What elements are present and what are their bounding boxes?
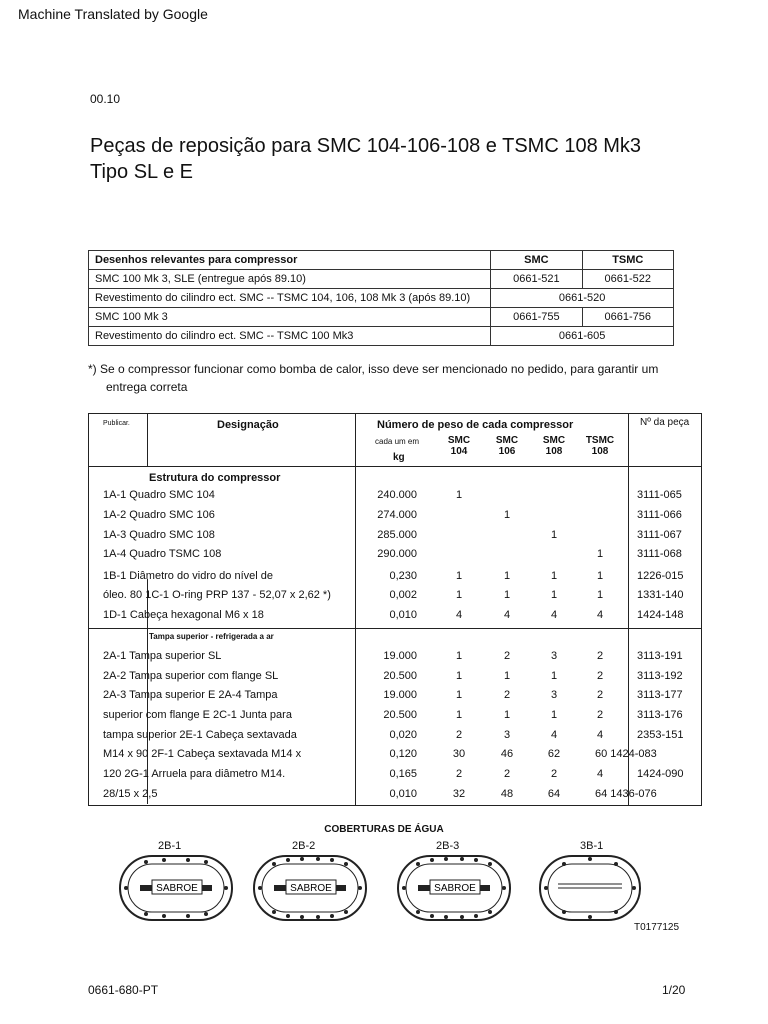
table-row: [89, 327, 674, 346]
col-smc108-header: SMC 108: [542, 435, 566, 457]
qty-tsmc108: 1: [596, 570, 604, 582]
part-weight: 274.000: [377, 509, 417, 521]
drawings-header-tsmc: TSMC: [582, 251, 673, 270]
pub-header: Publicar.: [103, 420, 130, 427]
part-weight: 285.000: [377, 529, 417, 541]
qty-smc104: 4: [455, 609, 463, 621]
parts-table: [88, 413, 702, 806]
page-title: [90, 133, 641, 185]
part-designation: 28/15 x 2,5: [103, 788, 158, 800]
qty-smc106: 4: [503, 609, 511, 621]
part-number: 2353-151: [637, 729, 684, 741]
section-code: 00.10: [90, 92, 121, 106]
table-row: [89, 270, 674, 289]
qty-smc108: 4: [550, 609, 558, 621]
part-number: 1424-090: [637, 768, 684, 780]
qty-tsmc108: 4: [596, 768, 604, 780]
col-smc104-header: SMC 104: [447, 435, 471, 457]
col-smc106-header: SMC 106: [495, 435, 519, 457]
drawings-header-smc: SMC: [491, 251, 582, 270]
part-designation: óleo. 80 1C-1 O-ring PRP 137 - 52,07 x 2,62 *): [103, 589, 331, 601]
qty-smc108: 1: [550, 709, 558, 721]
part-designation: 1B-1 Diâmetro do vidro do nível de: [103, 570, 273, 582]
qty-tsmc108: 2: [596, 709, 604, 721]
qty-smc106: 2: [503, 650, 511, 662]
part-weight: 240.000: [377, 489, 417, 501]
part-weight: 0,002: [389, 589, 417, 601]
qty-smc104: 1: [455, 489, 463, 501]
qty-tsmc108: 2: [596, 650, 604, 662]
col-tsmc108-header: TSMC 108: [585, 435, 615, 457]
part-weight: 0,020: [389, 729, 417, 741]
header-divider: [89, 466, 701, 467]
drawing-code: T0177125: [634, 922, 680, 933]
part-designation: M14 x 90 2F-1 Cabeça sextavada M14 x: [103, 748, 302, 760]
part-designation: 120 2G-1 Arruela para diâmetro M14.: [103, 768, 286, 780]
part-number: 1331-140: [637, 589, 684, 601]
part-number: 3111-067: [637, 529, 682, 541]
qty-smc108: 1: [550, 670, 558, 682]
qty-smc104: 2: [455, 729, 463, 741]
qty-smc104: 1: [455, 689, 463, 701]
section-divider: [89, 628, 701, 629]
drawing-smc: 0661-521: [491, 270, 582, 289]
each-header: cada um em: [375, 437, 420, 446]
drawing-tsmc: 0661-522: [582, 270, 673, 289]
cover-2b1: [120, 856, 232, 920]
part-weight: 0,120: [389, 748, 417, 760]
qty-smc108: 3: [550, 650, 558, 662]
qty-tsmc108: 4: [596, 609, 604, 621]
cover-2b3: [398, 856, 510, 920]
qty-smc106: 1: [503, 709, 511, 721]
cover-label: 2B-3: [436, 840, 460, 852]
qty-tsmc108: 64 1436-076: [595, 788, 657, 800]
qty-smc104: 1: [455, 570, 463, 582]
part-number: 3111-068: [637, 548, 682, 560]
cover-brand: SABROE: [434, 883, 476, 894]
part-number: 3111-066: [637, 509, 682, 521]
qty-tsmc108: 60 1424-083: [595, 748, 657, 760]
qty-smc104: 30: [452, 748, 466, 760]
weight-group-header: Número de peso de cada compressor: [377, 419, 574, 431]
qty-smc108: 4: [550, 729, 558, 741]
qty-smc104: 32: [452, 788, 466, 800]
part-number: 1424-148: [637, 609, 684, 621]
qty-tsmc108: 2: [596, 689, 604, 701]
part-designation: 1A-4 Quadro TSMC 108: [103, 548, 222, 560]
qty-smc106: 1: [503, 670, 511, 682]
column-divider: [147, 414, 148, 466]
drawing-tsmc: 0661-756: [582, 308, 673, 327]
drawings-table: [88, 250, 674, 346]
qty-smc104: 1: [455, 670, 463, 682]
cover-brand: SABROE: [156, 883, 198, 894]
footnote-line-1: *) Se o compressor funcionar como bomba de calor, isso deve ser mencionado no pedido, para garantir um: [88, 362, 659, 376]
qty-smc106: 1: [503, 509, 511, 521]
qty-smc106: 2: [503, 768, 511, 780]
qty-smc104: 2: [455, 768, 463, 780]
qty-smc106: 48: [500, 788, 514, 800]
part-number: 3113-192: [637, 670, 683, 682]
part-designation: 1A-1 Quadro SMC 104: [103, 489, 215, 501]
qty-smc106: 1: [503, 589, 511, 601]
part-designation: 1A-3 Quadro SMC 108: [103, 529, 215, 541]
qty-smc106: 46: [500, 748, 514, 760]
part-number: 3113-191: [637, 650, 683, 662]
part-designation: 2A-1 Tampa superior SL: [103, 650, 222, 662]
qty-smc106: 3: [503, 729, 511, 741]
cover-label: 2B-2: [292, 840, 316, 852]
qty-tsmc108: 1: [596, 548, 604, 560]
column-divider: [355, 414, 356, 805]
part-designation: superior com flange E 2C-1 Junta para: [103, 709, 292, 721]
drawing-label: SMC 100 Mk 3, SLE (entregue após 89.10): [89, 270, 491, 289]
qty-smc108: 1: [550, 589, 558, 601]
part-weight: 0,010: [389, 788, 417, 800]
drawings-header-row: [89, 251, 674, 270]
qty-smc106: 2: [503, 689, 511, 701]
part-designation: tampa superior 2E-1 Cabeça sextavada: [103, 729, 297, 741]
part-weight: 20.500: [383, 709, 417, 721]
part-number: 3111-065: [637, 489, 682, 501]
part-number: 3113-177: [637, 689, 683, 701]
part-designation: 1D-1 Cabeça hexagonal M6 x 18: [103, 609, 264, 621]
drawing-merged: 0661-520: [491, 289, 674, 308]
title-line-2: Tipo SL e E: [90, 161, 194, 183]
drawing-label: Revestimento do cilindro ect. SMC -- TSMC 104, 106, 108 Mk 3 (após 89.10): [89, 289, 491, 308]
part-weight: 19.000: [383, 689, 417, 701]
cover-2b2: [254, 856, 366, 920]
table-row: [89, 289, 674, 308]
drawing-label: SMC 100 Mk 3: [89, 308, 491, 327]
qty-smc108: 64: [547, 788, 561, 800]
table-row: [89, 308, 674, 327]
qty-smc108: 62: [547, 748, 561, 760]
drawing-smc: 0661-755: [491, 308, 582, 327]
part-number: 1226-015: [637, 570, 684, 582]
section-title: Tampa superior - refrigerada a ar: [149, 632, 274, 641]
part-weight: 0,010: [389, 609, 417, 621]
section-title: Estrutura do compressor: [149, 472, 281, 484]
cover-label: 2B-1: [158, 840, 182, 852]
partno-header: Nº da peça: [640, 417, 690, 428]
covers-title: COBERTURAS DE ÁGUA: [324, 824, 444, 835]
qty-smc104: 1: [455, 709, 463, 721]
part-weight: 19.000: [383, 650, 417, 662]
qty-smc106: 1: [503, 570, 511, 582]
translation-banner: Machine Translated by Google: [18, 6, 208, 22]
cover-brand: SABROE: [290, 883, 332, 894]
qty-smc108: 3: [550, 689, 558, 701]
cover-label: 3B-1: [580, 840, 604, 852]
title-line-1: Peças de reposição para SMC 104-106-108 e TSMC 108 Mk3: [90, 135, 642, 157]
qty-tsmc108: 1: [596, 589, 604, 601]
part-weight: 290.000: [377, 548, 417, 560]
qty-smc108: 2: [550, 768, 558, 780]
part-number: 3113-176: [637, 709, 683, 721]
qty-smc104: 1: [455, 650, 463, 662]
footer-page-number: 1/20: [662, 983, 686, 997]
qty-tsmc108: 4: [596, 729, 604, 741]
designation-header: Designação: [217, 419, 279, 431]
part-designation: 2A-3 Tampa superior E 2A-4 Tampa: [103, 689, 278, 701]
part-weight: 20.500: [383, 670, 417, 682]
footer-doc-number: 0661-680-PT: [88, 983, 159, 997]
cover-3b1: [540, 856, 640, 920]
footnote-line-2: entrega correta: [106, 380, 188, 394]
part-weight: 0,165: [389, 768, 417, 780]
drawings-header-label: Desenhos relevantes para compressor: [89, 251, 491, 270]
qty-tsmc108: 2: [596, 670, 604, 682]
part-designation: 1A-2 Quadro SMC 106: [103, 509, 215, 521]
footnote: [88, 360, 688, 396]
column-divider: [628, 414, 629, 805]
water-covers-drawing: [110, 850, 650, 930]
part-weight: 0,230: [389, 570, 417, 582]
part-designation: 2A-2 Tampa superior com flange SL: [103, 670, 279, 682]
qty-smc108: 1: [550, 529, 558, 541]
drawing-merged: 0661-605: [491, 327, 674, 346]
qty-smc108: 1: [550, 570, 558, 582]
qty-smc104: 1: [455, 589, 463, 601]
kg-header: kg: [393, 452, 405, 463]
drawing-label: Revestimento do cilindro ect. SMC -- TSMC 100 Mk3: [89, 327, 491, 346]
